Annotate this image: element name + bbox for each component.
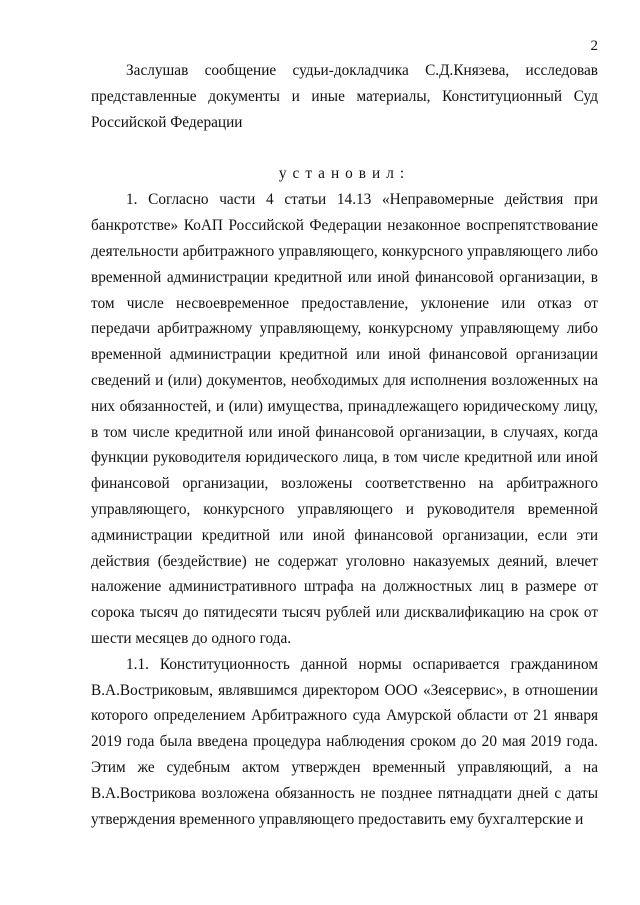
section-heading: установил: xyxy=(278,165,411,183)
paragraph-1-1: 1.1. Конституционность данной нормы оспаривается гражданином В.А.Востриковым, являвшимся директором ООО «Зеясервис», в отношении которого определением Арбитражного суда Амурской области от 21 января 2019 года была введена процедура наблюдения сроком до 20 мая 2019 года. Этим же судебным актом утвержден временный управляющий, а на В.А.Вострикова возложена обязанность не позднее пятнадцати дней с даты утверждения временного управляющего предоставить ему бухгалтерские и xyxy=(91,655,598,828)
intro-paragraph: Заслушав сообщение судьи-докладчика С.Д.Князева, исследовав представленные документы и иные материалы, Конституционный Суд Российской Федерации xyxy=(91,62,598,131)
document-body xyxy=(91,58,598,832)
paragraph-1: 1. Согласно части 4 статьи 14.13 «Неправомерные действия при банкротстве» КоАП Российской Федерации незаконное воспрепятствование деятельности арбитражного управляющего, конкурсного управляющего либо временной администрации кредитной или иной финансовой организации, в том числе несвоевременное предоставление, уклонение или отказ от передачи арбитражному управляющему, конкурсному управляющему либо временной администрации кредитной или иной финансовой организации сведений и (или) документов, необходимых для исполнения возложенных на них обязанностей, и (или) имущества, принадлежащего юридическому лицу, в том числе кредитной или иной финансовой организации, в случаях, когда функции руководителя юридического лица, в том числе кредитной или иной финансовой организации, возложены соответственно на арбитражного управляющего, конкурсного управляющего и руководителя временной администрации кредитной или иной финансовой организации, если эти действия (бездействие) не содержат уголовно наказуемых деяний, влечет наложение административного штрафа на должностных лиц в размере от сорока тысяч до пятидесяти тысяч рублей или дисквалификацию на срок от шести месяцев до одного года. xyxy=(91,191,598,647)
page-number: 2 xyxy=(590,38,598,54)
